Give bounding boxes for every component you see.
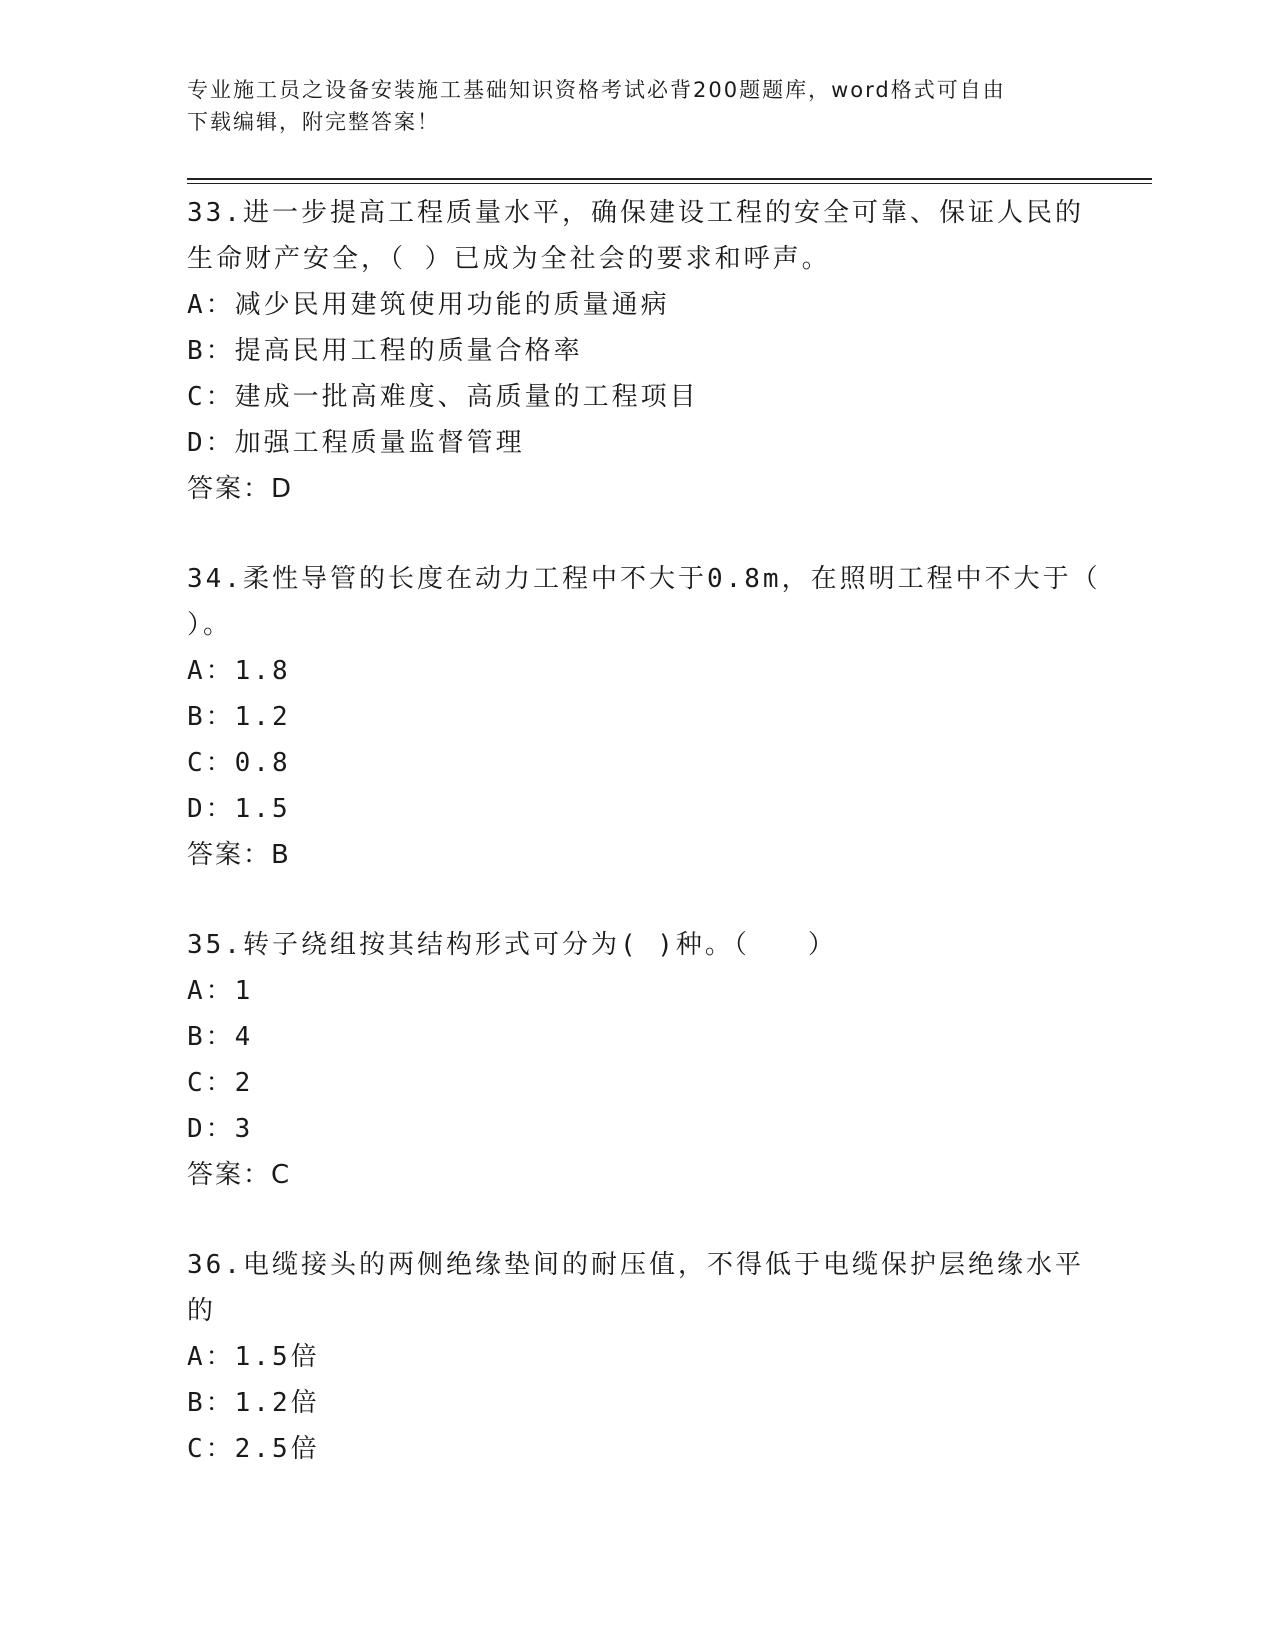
question-stem: 34.柔性导管的长度在动力工程中不大于0.8m，在照明工程中不大于（ bbox=[187, 564, 1101, 594]
option-d: D：加强工程质量监督管理 bbox=[187, 428, 525, 458]
question-list bbox=[187, 190, 1101, 1516]
question-34 bbox=[187, 556, 1101, 878]
option-c: C：2.5倍 bbox=[187, 1434, 320, 1464]
option-d: D：1.5 bbox=[187, 794, 291, 824]
question-35 bbox=[187, 922, 1087, 1198]
answer: 答案：B bbox=[187, 840, 291, 870]
option-a: A：1.8 bbox=[187, 656, 291, 686]
header-divider-thick bbox=[187, 178, 1152, 180]
option-a: A：1 bbox=[187, 976, 254, 1006]
question-33 bbox=[187, 190, 1087, 512]
document-header bbox=[187, 74, 1067, 138]
question-stem-continued: ）。 bbox=[187, 610, 233, 640]
option-a: A：1.5倍 bbox=[187, 1342, 320, 1372]
question-stem-continued: 的 bbox=[187, 1296, 217, 1326]
header-line-2: 下载编辑，附完整答案！ bbox=[187, 110, 440, 134]
header-line-1: 专业施工员之设备安装施工基础知识资格考试必背200题题库，word格式可自由 bbox=[187, 78, 1006, 102]
question-stem: 33.进一步提高工程质量水平，确保建设工程的安全可靠、保证人民的 bbox=[187, 198, 1084, 228]
option-b: B：提高民用工程的质量合格率 bbox=[187, 336, 583, 366]
question-36 bbox=[187, 1242, 1087, 1472]
option-c: C：0.8 bbox=[187, 748, 291, 778]
option-c: C：建成一批高难度、高质量的工程项目 bbox=[187, 382, 699, 412]
option-b: B：4 bbox=[187, 1022, 254, 1052]
option-b: B：1.2倍 bbox=[187, 1388, 320, 1418]
option-b: B：1.2 bbox=[187, 702, 291, 732]
option-d: D：3 bbox=[187, 1114, 254, 1144]
question-stem: 36.电缆接头的两侧绝缘垫间的耐压值，不得低于电缆保护层绝缘水平 bbox=[187, 1250, 1084, 1280]
answer: 答案：D bbox=[187, 474, 294, 504]
header-divider-thin bbox=[187, 183, 1152, 184]
answer: 答案：C bbox=[187, 1160, 292, 1190]
option-c: C：2 bbox=[187, 1068, 254, 1098]
question-stem: 35.转子绕组按其结构形式可分为( )种。（ ） bbox=[187, 930, 837, 960]
question-stem-continued: 生命财产安全，（ ）已成为全社会的要求和呼声。 bbox=[187, 244, 831, 274]
option-a: A：减少民用建筑使用功能的质量通病 bbox=[187, 290, 670, 320]
